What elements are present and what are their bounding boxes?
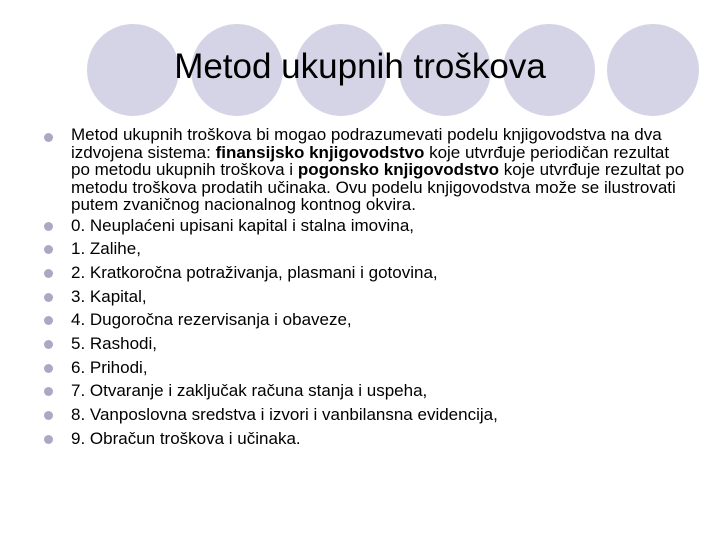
bullet-dot-icon bbox=[44, 364, 53, 373]
lead-text-3: koje utvrđuje rezultat po metodu troškova prodatih učinaka. Ovu podelu knjigovodstva može se ilustrovati putem zvaničnog nacionalnog kontnog okvira. bbox=[71, 160, 685, 214]
bullet-dot-icon bbox=[44, 435, 53, 444]
list-item-text: 9. Obračun troškova i učinaka. bbox=[71, 428, 301, 448]
slide-title: Metod ukupnih troškova bbox=[174, 47, 546, 86]
list-item bbox=[0, 285, 691, 309]
bullet-dot-icon bbox=[44, 387, 53, 396]
bullet-dot-icon bbox=[44, 293, 53, 302]
bullet-list bbox=[0, 126, 720, 451]
list-item-text: 3. Kapital, bbox=[71, 286, 147, 306]
list-item bbox=[0, 332, 691, 356]
bullet-dot-icon bbox=[44, 269, 53, 278]
bullet-dot-icon bbox=[44, 245, 53, 254]
lead-text-2: koje utvrđuje periodičan rezultat po metodu ukupnih troškova i bbox=[71, 142, 670, 179]
bullet-dot-icon bbox=[44, 316, 53, 325]
list-item-text: 2. Kratkoročna potraživanja, plasmani i gotovina, bbox=[71, 262, 438, 282]
list-item bbox=[0, 237, 691, 261]
bullet-dot-icon bbox=[44, 411, 53, 420]
list-item-text: 8. Vanposlovna sredstva i izvori i vanbilansna evidencija, bbox=[71, 405, 498, 425]
lead-bold-2: pogonsko knjigovodstvo bbox=[297, 160, 499, 179]
bullet-dot-icon bbox=[44, 340, 53, 349]
list-item-lead bbox=[0, 126, 691, 214]
list-item bbox=[0, 261, 691, 285]
list-item-text: 5. Rashodi, bbox=[71, 334, 157, 354]
list-item-text: 1. Zalihe, bbox=[71, 239, 141, 259]
list-item bbox=[0, 427, 691, 451]
list-item-text: 7. Otvaranje i zaključak računa stanja i uspeha, bbox=[71, 381, 428, 401]
list-item bbox=[0, 356, 691, 380]
bullet-dot-icon bbox=[44, 222, 53, 231]
list-item bbox=[0, 308, 691, 332]
list-item bbox=[0, 214, 691, 238]
list-item-text: 4. Dugoročna rezervisanja i obaveze, bbox=[71, 310, 352, 330]
lead-paragraph bbox=[71, 126, 691, 214]
list-item-text: 0. Neuplaćeni upisani kapital i stalna imovina, bbox=[71, 215, 415, 235]
lead-text-1: Metod ukupnih troškova bi mogao podrazumevati podelu knjigovodstva na dva izdvojena sistema: bbox=[71, 125, 662, 162]
list-item bbox=[0, 403, 691, 427]
list-item-text: 6. Prihodi, bbox=[71, 357, 148, 377]
bullet-dot-icon bbox=[44, 133, 53, 142]
list-item bbox=[0, 379, 691, 403]
lead-bold-1: finansijsko knjigovodstvo bbox=[215, 142, 425, 162]
